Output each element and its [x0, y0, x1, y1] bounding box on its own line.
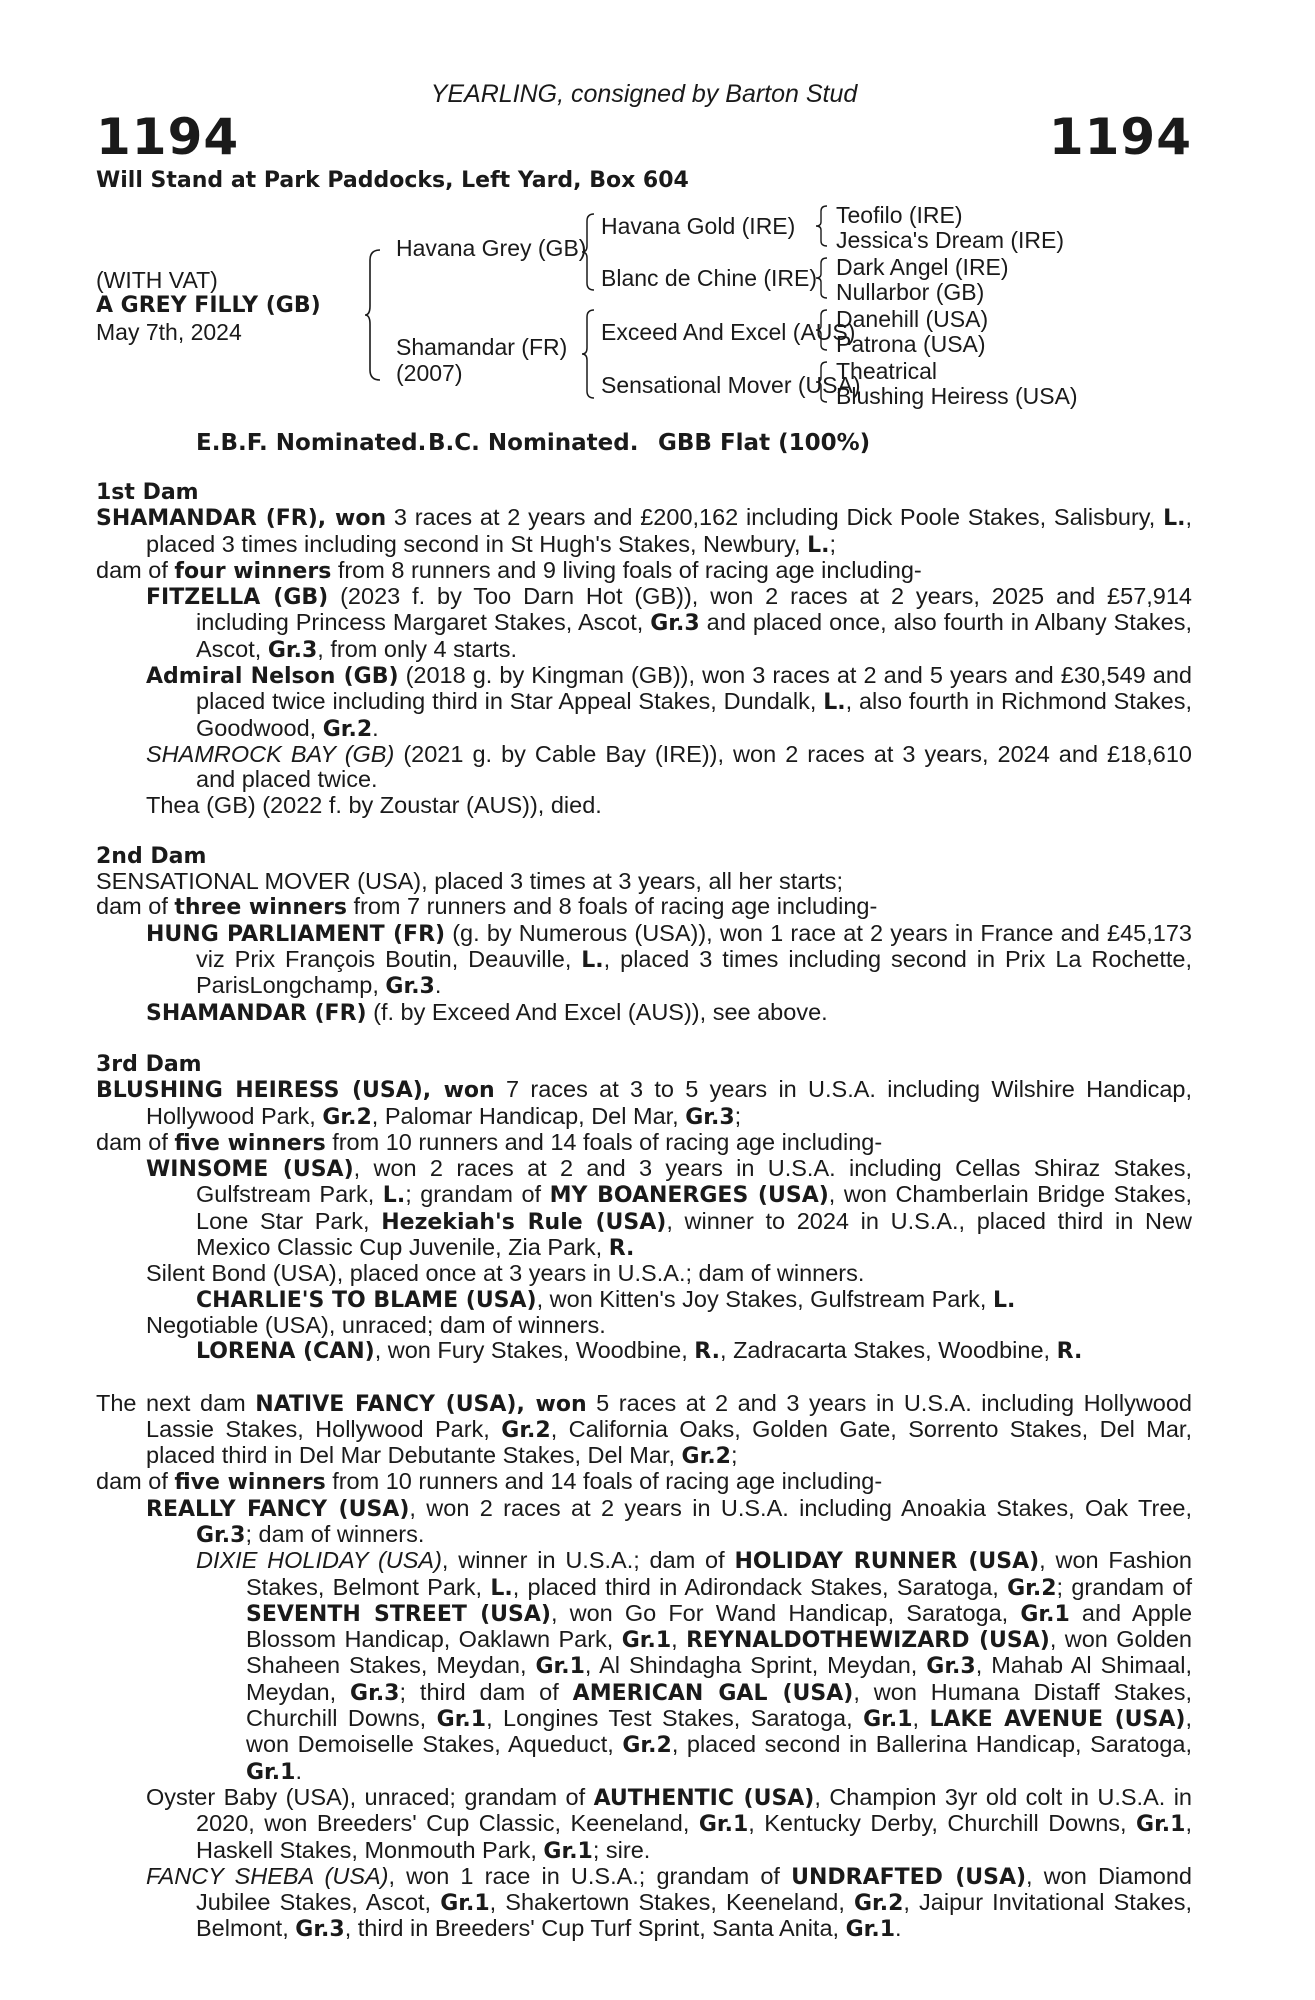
- bc-nomination: B.C. Nominated.: [428, 430, 639, 456]
- produce-summary: dam of four winners from 8 runners and 9 living foals of racing age including-: [96, 556, 922, 584]
- ss-brace: [814, 204, 830, 248]
- family-notes: [96, 480, 1192, 1943]
- produce-entry: Silent Bond (USA), placed once at 3 years in U.S.A.; dam of winners.: [146, 1260, 865, 1287]
- dam-record: The next dam NATIVE FANCY (USA), won 5 races at 2 and 3 years in U.S.A. including Hollywood Lassie Stakes, Hollywood Park, Gr.2, California Oaks, Golden Gate, Sorrento Stakes, Del Mar, placed third in Del Mar Debutante Stakes, Del Mar, Gr.2;: [96, 1389, 1192, 1470]
- pedigree-dds: Theatrical: [836, 358, 937, 384]
- pedigree-sdd: Nullarbor (GB): [836, 279, 985, 305]
- pedigree-dsd: Patrona (USA): [836, 331, 986, 357]
- lot-number-right: 1194: [1048, 108, 1192, 166]
- sire-brace: [581, 212, 597, 292]
- produce-entry: Thea (GB) (2022 f. by Zoustar (AUS)), died.: [146, 791, 602, 818]
- pedigree-sire-dam: Blanc de Chine (IRE): [601, 265, 818, 291]
- produce-entry: SHAMROCK BAY (GB) (2021 g. by Cable Bay (IRE)), won 2 races at 3 years, 2024 and £18,610 and placed twice.: [146, 740, 1192, 793]
- subject-brace: [364, 248, 384, 382]
- produce-entry: SHAMANDAR (FR) (f. by Exceed And Excel (AUS)), see above.: [146, 998, 828, 1026]
- vat-note: (WITH VAT): [96, 267, 218, 293]
- next-dam-section: [96, 1391, 1192, 1943]
- section-heading: 2nd Dam: [96, 843, 207, 869]
- sd-brace: [814, 256, 830, 300]
- dam-brace: [581, 308, 597, 400]
- produce-entry: REALLY FANCY (USA), won 2 races at 2 years in U.S.A. including Anoakia Stakes, Oak Tree, Gr.3; dam of winners.: [146, 1494, 1193, 1548]
- produce-entry: CHARLIE'S TO BLAME (USA), won Kitten's Joy Stakes, Gulfstream Park, L.: [196, 1285, 1016, 1313]
- first-dam-section: [96, 480, 1192, 818]
- produce-entry: Oyster Baby (USA), unraced; grandam of AUTHENTIC (USA), Champion 3yr old colt in U.S.A. in 2020, won Breeders' Cup Classic, Keeneland, Gr.1, Kentucky Derby, Churchill Downs, Gr.1, Haskell Stakes, Monmouth Park, Gr.1; sire.: [146, 1783, 1192, 1864]
- ebf-nomination: E.B.F. Nominated.: [196, 430, 427, 456]
- pedigree-dam-year: (2007): [396, 360, 463, 386]
- produce-summary: dam of three winners from 7 runners and 8 foals of racing age including-: [96, 893, 878, 921]
- pedigree-ddd: Blushing Heiress (USA): [836, 383, 1078, 409]
- produce-summary: dam of five winners from 10 runners and 14 foals of racing age including-: [96, 1468, 883, 1496]
- pedigree-sss: Teofilo (IRE): [836, 202, 963, 228]
- section-heading: 3rd Dam: [96, 1051, 202, 1077]
- produce-entry: Negotiable (USA), unraced; dam of winners.: [146, 1311, 606, 1338]
- subject-name: A GREY FILLY (GB): [96, 293, 321, 318]
- gbb-flat: GBB Flat (100%): [658, 430, 871, 456]
- pedigree-dss: Danehill (USA): [836, 306, 989, 332]
- dd-brace: [814, 360, 830, 404]
- dam-record: SHAMANDAR (FR), won 3 races at 2 years and £200,162 including Dick Poole Stakes, Salisbury, L., placed 3 times including second in St Hugh's Stakes, Newbury, L.;: [96, 504, 1192, 558]
- consignor-line: YEARLING, consigned by Barton Stud: [430, 80, 858, 108]
- produce-summary: dam of five winners from 10 runners and 14 foals of racing age including-: [96, 1128, 883, 1156]
- third-dam-section: [96, 1052, 1192, 1365]
- section-heading: 1st Dam: [96, 480, 199, 505]
- pedigree-dam-sire: Exceed And Excel (AUS): [601, 319, 856, 345]
- produce-entry: FANCY SHEBA (USA), won 1 race in U.S.A.; grandam of UNDRAFTED (USA), won Diamond Jubilee Stakes, Ascot, Gr.1, Shakertown Stakes, Keeneland, Gr.2, Jaipur Invitational Stakes, Belmont, Gr.3, third in Breeders' Cup Turf Sprint, Santa Anita, Gr.1.: [146, 1862, 1193, 1943]
- pedigree-sire: Havana Grey (GB): [396, 235, 587, 261]
- pedigree-sire-sire: Havana Gold (IRE): [601, 213, 796, 239]
- pedigree-dam: Shamandar (FR): [396, 334, 568, 360]
- produce-entry: LORENA (CAN), won Fury Stakes, Woodbine, R., Zadracarta Stakes, Woodbine, R.: [196, 1337, 1083, 1365]
- produce-entry: HUNG PARLIAMENT (FR) (g. by Numerous (USA)), won 1 race at 2 years in France and £45,173 viz Prix François Boutin, Deauville, L., placed 3 times including second in Prix La Rochette, ParisLongchamp, Gr.3.: [146, 919, 1192, 1000]
- foaling-date: May 7th, 2024: [96, 319, 242, 345]
- produce-entry: FITZELLA (GB) (2023 f. by Too Darn Hot (GB)), won 2 races at 2 years, 2025 and £57,914 including Princess Margaret Stakes, Ascot, Gr.3 and placed once, also fourth in Albany Stakes, Ascot, Gr.3, from only 4 starts.: [146, 583, 1192, 663]
- dam-record: SENSATIONAL MOVER (USA), placed 3 times at 3 years, all her starts;: [96, 868, 844, 895]
- stabling-location: Will Stand at Park Paddocks, Left Yard, Box 604: [96, 168, 689, 193]
- produce-entry: WINSOME (USA), won 2 races at 2 and 3 years in U.S.A. including Cellas Shiraz Stakes, Gulfstream Park, L.; grandam of MY BOANERGES (USA), won Chamberlain Bridge Stakes, Lone Star Park, Hezekiah's Rule (USA), winner to 2024 in U.S.A., placed third in New Mexico Classic Cup Juvenile, Zia Park, R.: [146, 1155, 1193, 1262]
- second-dam-section: [96, 844, 1192, 1026]
- lot-number-left: 1194: [96, 108, 240, 166]
- pedigree-table: [96, 200, 1246, 425]
- produce-entry: Admiral Nelson (GB) (2018 g. by Kingman (GB)), won 3 races at 2 and 5 years and £30,549 and placed twice including third in Star Appeal Stakes, Dundalk, L., also fourth in Richmond Stakes, Goodwood, Gr.2.: [146, 662, 1192, 742]
- pedigree-dam-dam: Sensational Mover (USA): [601, 372, 861, 398]
- pedigree-sds: Dark Angel (IRE): [836, 254, 1009, 280]
- pedigree-ssd: Jessica's Dream (IRE): [836, 227, 1065, 253]
- ds-brace: [814, 308, 830, 352]
- produce-entry: DIXIE HOLIDAY (USA), winner in U.S.A.; dam of HOLIDAY RUNNER (USA), won Fashion Stakes, Belmont Park, L., placed third in Adirondack Stakes, Saratoga, Gr.2; grandam of SEVENTH STREET (USA), won Go For Wand Handicap, Saratoga, Gr.1 and Apple Blossom Handicap, Oaklawn Park, Gr.1, REYNALDOTHEWIZARD (USA), won Golden Shaheen Stakes, Meydan, Gr.1, Al Shindagha Sprint, Meydan, Gr.3, Mahab Al Shimaal, Meydan, Gr.3; third dam of AMERICAN GAL (USA), won Humana Distaff Stakes, Churchill Downs, Gr.1, Longines Test Stakes, Saratoga, Gr.1, LAKE AVENUE (USA), won Demoiselle Stakes, Aqueduct, Gr.2, placed second in Ballerina Handicap, Saratoga, Gr.1.: [196, 1547, 1193, 1785]
- dam-record: BLUSHING HEIRESS (USA), won 7 races at 3 to 5 years in U.S.A. including Wilshire Handicap, Hollywood Park, Gr.2, Palomar Handicap, Del Mar, Gr.3;: [96, 1076, 1192, 1130]
